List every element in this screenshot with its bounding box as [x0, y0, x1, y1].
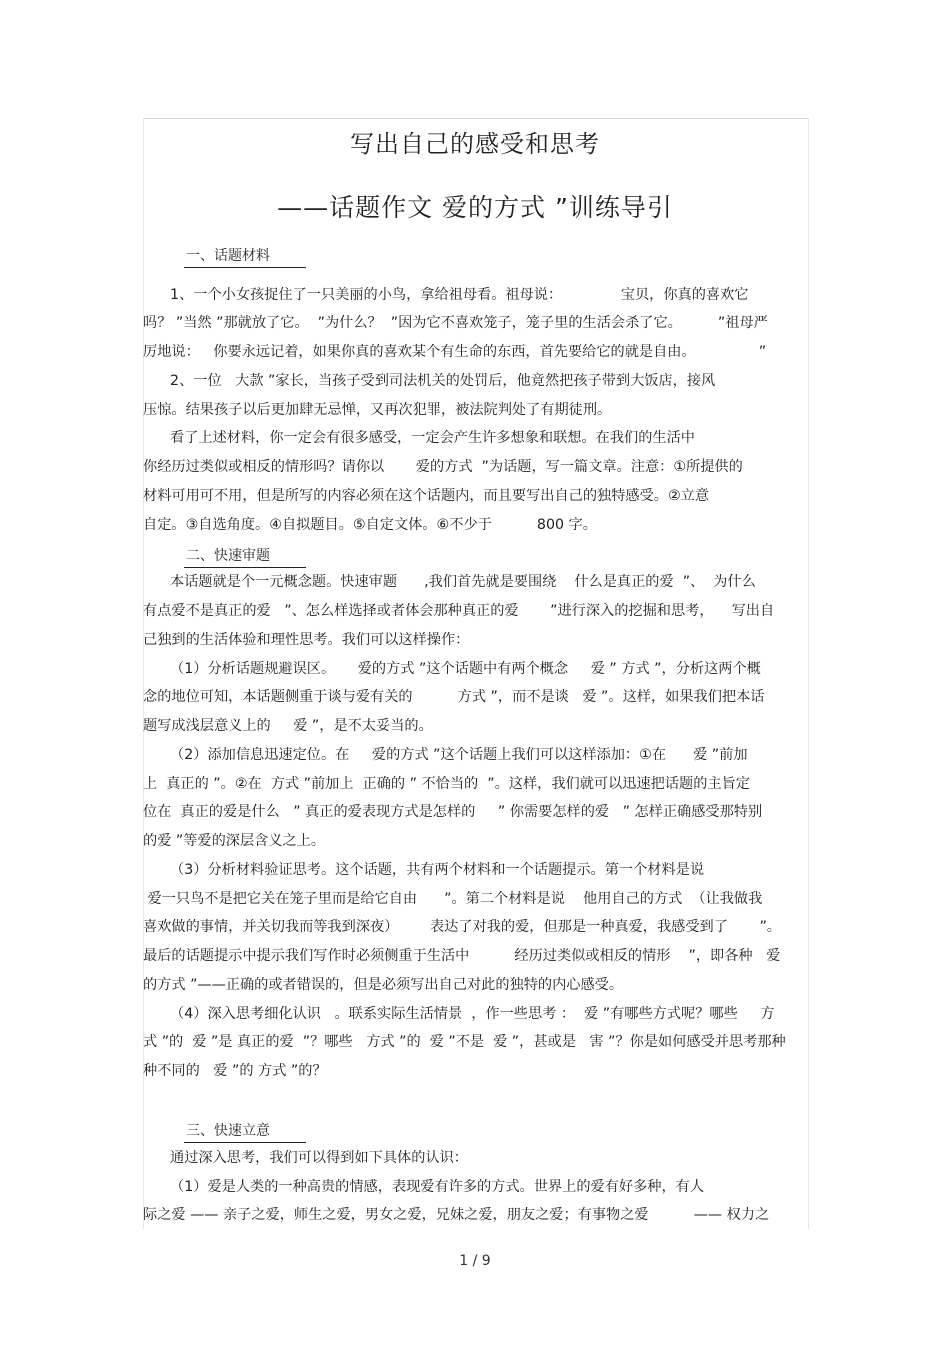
- text-line: （1）爱是人类的一种高贵的情感，表现爱有许多的方式。世界上的爱有好多种，有人: [143, 1179, 705, 1195]
- text-line: 2、一位 大款 ”家长，当孩子受到司法机关的处罚后，他竟然把孩子带到大饭店，接风: [143, 373, 716, 389]
- text-line: 念的地位可知，本话题侧重于谈与爱有关的 方式 ”，而不是谈 爱 ”。这样，如果我们把本话: [143, 689, 765, 705]
- text-line: 际之爱 —— 亲子之爱，师生之爱，男女之爱，兄妹之爱，朋友之爱；有事物之爱 —— 权力之: [143, 1207, 770, 1223]
- text-line: 材料可用可不用，但是所写的内容必须在这个话题内，而且要写出自己的独特感受。②立意: [143, 488, 710, 504]
- text-line: （4）深入思考细化认识 。联系实际生活情景 ，作一些思考 ： 爱 ”有哪些方式呢？哪些 方: [143, 1006, 775, 1022]
- document-subtitle: ——话题作文 爱的方式 ”训练导引: [277, 193, 673, 222]
- text-line: 压惊。结果孩子以后更加肆无忌惮，又再次犯罪，被法院判处了有期徒刑。: [143, 402, 612, 418]
- text-line: 的方式 ”——正确的或者错误的，但是必须写出自己对此的独特的内心感受。: [143, 977, 624, 993]
- text-line: 上 真正的 ”。②在 方式 ”前加上 正确的 ” 不恰当的 ”。这样，我们就可以迅速把话题的主旨定: [143, 776, 750, 792]
- text-line: 种不同的 爱 ”的 方式 ”的？: [143, 1063, 327, 1079]
- text-line: 位在 真正的爱是什么 ” 真正的爱表现方式是怎样的 ” 你需要怎样的爱 ” 怎样正确感受那特别: [143, 804, 763, 820]
- text-line: 本话题就是个一元概念题。快速审题 ,我们首先就是要围绕 什么是真正的爱 ”、 为什么: [143, 574, 756, 590]
- section-heading-analysis: 二、快速审题: [186, 545, 270, 565]
- text-line: （3）分析材料验证思考。这个话题，共有两个材料和一个话题提示。第一个材料是说: [143, 862, 705, 878]
- text-line: 有点爱不是真正的爱 ”、怎么样选择或者体会那种真正的爱 ”进行深入的挖掘和思考， 写出自: [143, 603, 775, 619]
- document-title: 写出自己的感受和思考: [350, 130, 600, 158]
- text-line: 己独到的生活体验和理性思考。我们可以这样操作：: [143, 632, 470, 648]
- text-line: 最后的话题提示中提示我们写作时必须侧重于生活中 经历过类似或相反的情形 ”，即各种 爱: [143, 948, 781, 964]
- section-heading-materials: 一、话题材料: [186, 245, 270, 265]
- text-line: 喜欢做的事情，并关切我而等我到深夜） 表达了对我的爱，但那是一种真爱，我感受到了 ”。: [143, 919, 781, 935]
- text-line: （2）添加信息迅速定位。在 爱的方式 ”这个话题上我们可以这样添加：①在 爱 ”前加: [143, 747, 748, 763]
- text-line: 式 ”的 爱 ”是 真正的爱 ”？哪些 方式 ”的 爱 ”不是 爱 ”，甚或是 害 ”？你是如何感受并思考那种: [143, 1034, 786, 1050]
- text-line: 看了上述材料，你一定会有很多感受，一定会产生许多想象和联想。在我们的生活中: [143, 430, 695, 446]
- text-line: 的爱 ”等爱的深层含义之上。: [143, 833, 326, 849]
- text-line: 通过深入思考，我们可以得到如下具体的认识：: [143, 1150, 468, 1166]
- text-line: 自定。③自选角度。④自拟题目。⑤自定文体。⑥不少于 800 字。: [143, 517, 597, 533]
- text-line: 厉地说： 你要永远记着，如果你真的喜欢某个有生命的东西，首先要给它的就是自由。 ”: [143, 344, 767, 360]
- text-line: 1、一个小女孩捉住了一只美丽的小鸟，拿给祖母看。祖母说： 宝贝，你真的喜欢它: [143, 287, 749, 303]
- text-line: 吗？ ”当然 ”那就放了它。 ”为什么？ ”因为它不喜欢笼子，笼子里的生活会杀了它。 ”祖母严: [143, 315, 768, 331]
- page-number: 1 / 9: [459, 1253, 491, 1269]
- text-line: 你经历过类似或相反的情形吗？请你以 爱的方式 ”为话题，写一篇文章。注意：①所提供的: [143, 459, 743, 475]
- section-heading-thesis: 三、快速立意: [186, 1120, 270, 1140]
- text-line: 爱一只鸟不是把它关在笼子里而是给它自由 ”。第二个材料是说 他用自己的方式 （让我做我: [143, 891, 763, 907]
- text-line: （1）分析话题规避误区。 爱的方式 ”这个话题中有两个概念 爱 ” 方式 ”，分析这两个概: [143, 661, 761, 677]
- text-line: 题写成浅层意义上的 爱 ”，是不太妥当的。: [143, 718, 433, 734]
